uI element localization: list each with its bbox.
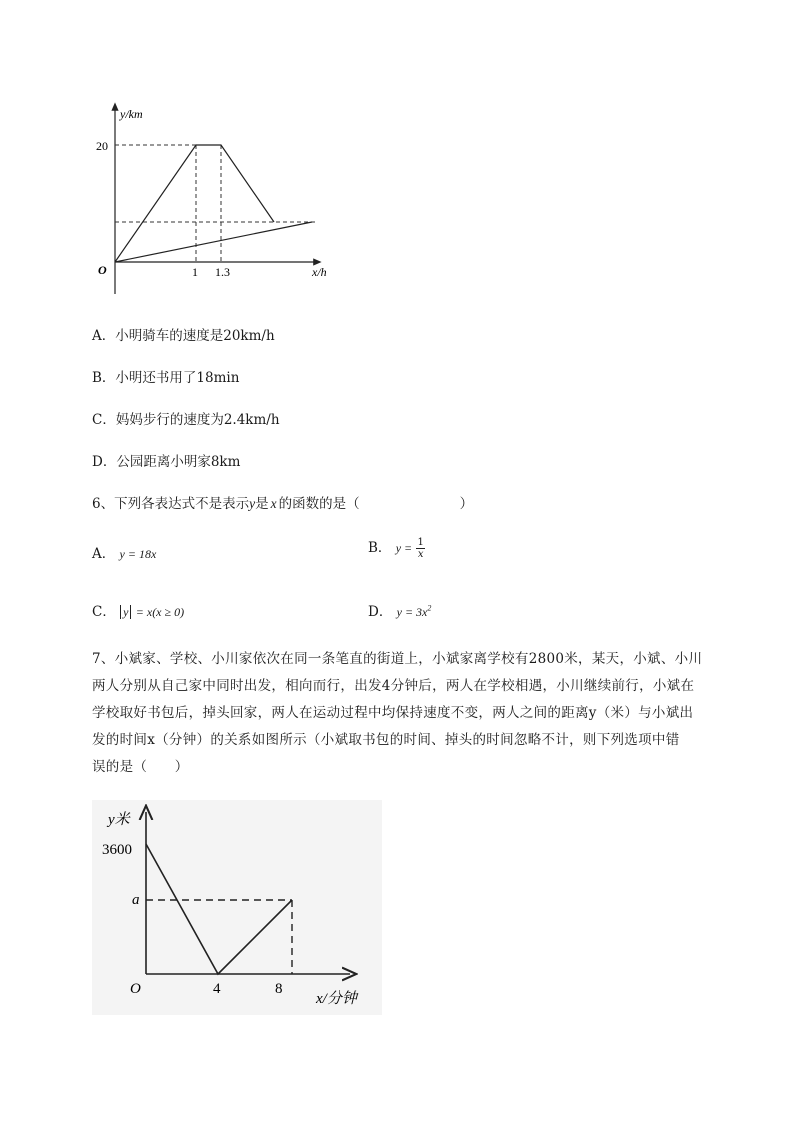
q6-option-a — [92, 542, 156, 562]
y-tick-3600: 3600 — [102, 842, 132, 858]
y-axis-label: y米 — [108, 812, 130, 828]
q7-line-5: 误的是（ ） — [92, 759, 189, 775]
fraction-numerator: 1 — [417, 537, 424, 548]
q6-stem-text-1: 6、下列各表达式不是表示 — [92, 496, 250, 512]
option-label: B． — [368, 540, 392, 556]
q6-stem-text-2: 是 — [255, 496, 269, 512]
q6-option-c — [92, 600, 184, 620]
x-tick-8: 8 — [275, 981, 283, 997]
x-axis-label: x/分钟 — [316, 991, 357, 1007]
x-tick-4: 4 — [213, 981, 221, 997]
origin-label: O — [130, 981, 141, 997]
q6-stem-text-3: 的函数的是（ — [278, 496, 360, 512]
y-tick-a: a — [132, 892, 140, 908]
y-axis-label: y/km — [120, 107, 143, 121]
option-label: A． — [92, 546, 116, 562]
fraction-denominator: x — [417, 549, 424, 560]
q5-option-b: B．小明还书用了18min — [92, 370, 240, 386]
distance-time-graph — [90, 96, 350, 306]
q6-c-expr: = x(x ≥ 0) — [135, 605, 185, 619]
q6-c-abs-y: y — [120, 605, 131, 619]
q5-option-d: D．公园距离小明家8km — [92, 454, 241, 470]
option-label: C． — [92, 604, 116, 620]
q7-line-1: 7、小斌家、学校、小川家依次在同一条笔直的街道上，小斌家离学校有2800米，某天，小斌、小川 — [92, 651, 703, 667]
mother-line — [115, 222, 312, 262]
q6-stem — [92, 492, 473, 512]
q6-a-expr: y = 18x — [119, 547, 157, 561]
x-tick-1: 1 — [192, 265, 198, 279]
q6-option-b — [368, 536, 425, 560]
q7-stem — [92, 646, 732, 781]
q6-var-y: y — [249, 496, 256, 511]
xiaoming-line — [115, 145, 274, 262]
q7-line-4: 发的时间x（分钟）的关系如图所示（小斌取书包的时间、掉头的时间忽略不计，则下列选项中错 — [92, 732, 680, 748]
q6-d-expr: y = 3x — [396, 605, 428, 619]
q6-option-d — [368, 600, 431, 620]
q6-stem-close: ） — [459, 496, 474, 512]
q5-option-c: C．妈妈步行的速度为2.4km/h — [92, 412, 280, 428]
q6-var-x: x — [270, 496, 277, 511]
q5-option-a: A．小明骑车的速度是20km/h — [92, 328, 275, 344]
q6-b-fraction — [416, 537, 424, 560]
distance-between-graph — [92, 800, 382, 1015]
x-tick-1.3: 1.3 — [215, 265, 230, 279]
origin-label: O — [98, 263, 107, 277]
x-axis-label: x/h — [312, 265, 327, 279]
q7-line-2: 两人分别从自己家中同时出发，相向而行，出发4分钟后，两人在学校相遇，小川继续前行，小斌在 — [92, 678, 695, 694]
y-tick-20: 20 — [96, 139, 108, 153]
q6-b-lhs: y = — [395, 541, 413, 555]
q7-line-3: 学校取好书包后，掉头回家，两人在运动过程中均保持速度不变，两人之间的距离y（米）与小斌出 — [92, 705, 694, 721]
q6-d-exponent: 2 — [427, 603, 432, 613]
option-label: D． — [368, 604, 393, 620]
